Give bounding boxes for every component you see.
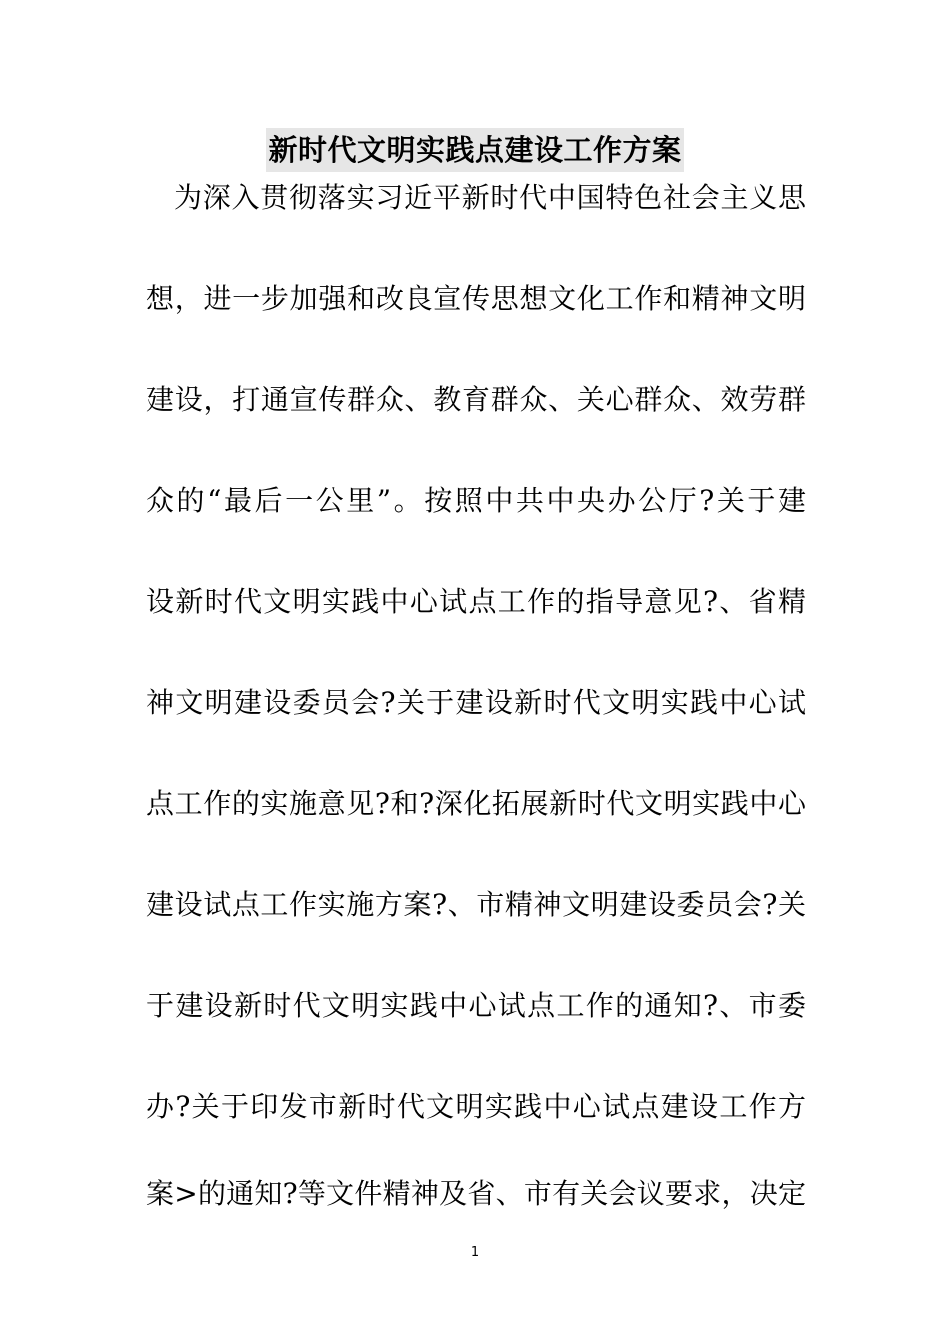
paragraph-line: 于建设新时代文明实践中心试点工作的通知?、市委 [146, 989, 806, 1022]
document-title: 新时代文明实践点建设工作方案 [266, 128, 683, 172]
paragraph-line: 为深入贯彻落实习近平新时代中国特色社会主义思 [174, 181, 806, 214]
paragraph-line: 众的“最后一公里”。按照中共中央办公厅?关于建 [146, 484, 806, 517]
paragraph-line: 办?关于印发市新时代文明实践中心试点建设工作方 [146, 1090, 806, 1123]
paragraph-line: 神文明建设委员会?关于建设新时代文明实践中心试 [146, 686, 806, 719]
paragraph-line: 设新时代文明实践中心试点工作的指导意见?、省精 [146, 585, 806, 618]
paragraph-line: 想，进一步加强和改良宣传思想文化工作和精神文明 [146, 282, 806, 315]
paragraph-line: 建设，打通宣传群众、教育群众、关心群众、效劳群 [146, 383, 806, 416]
page-number: 1 [470, 1245, 480, 1260]
paragraph-line: 建设试点工作实施方案?、市精神文明建设委员会?关 [146, 888, 806, 921]
paragraph-line: 案>的通知?等文件精神及省、市有关会议要求，决定 [146, 1177, 806, 1210]
document-title-wrap [0, 128, 950, 172]
paragraph-line: 点工作的实施意见?和?深化拓展新时代文明实践中心 [146, 787, 806, 820]
